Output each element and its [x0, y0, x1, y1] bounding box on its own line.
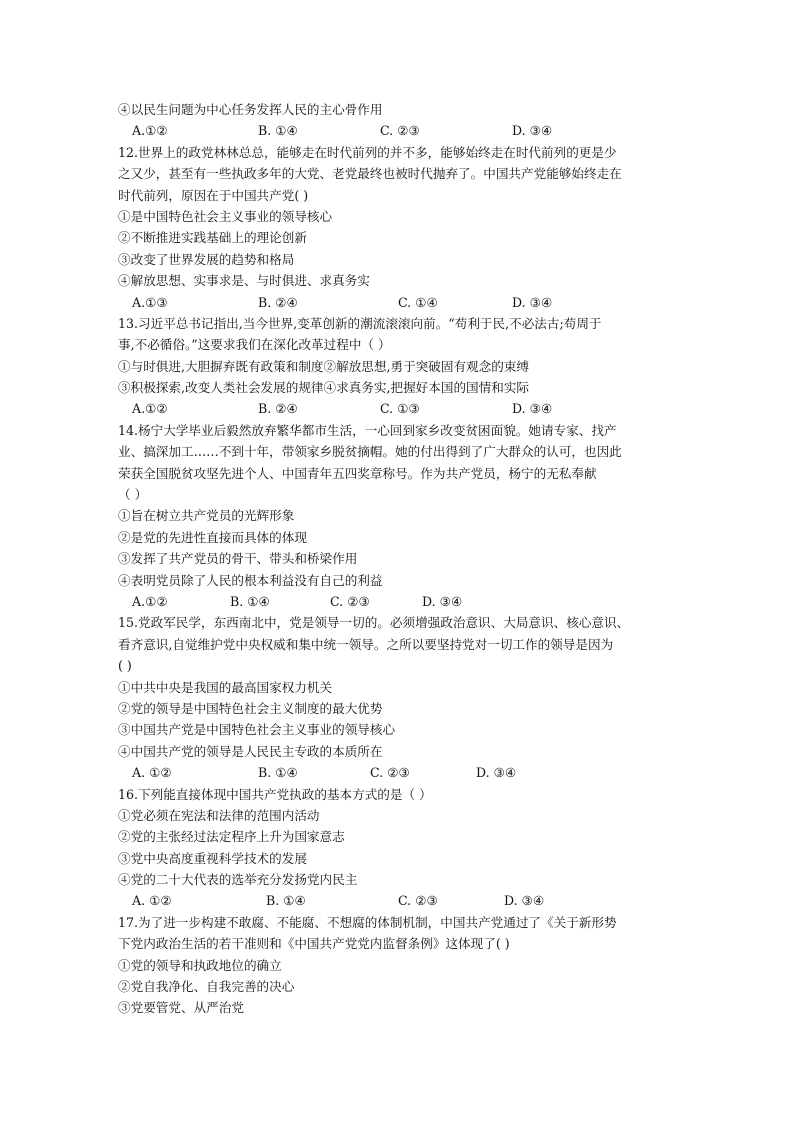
- option-a: A. ①②: [132, 893, 172, 909]
- option-d: D. ③④: [476, 765, 517, 781]
- choice-item: ①中共中央是我国的最高国家权力机关: [118, 679, 333, 695]
- answer-options: [118, 398, 678, 419]
- option-c: C. ②③: [398, 893, 438, 909]
- question-stem: 之又少，甚至有一些执政多年的大党、老党最终也被时代抛弃了。中国共产党能够始终走在: [118, 166, 622, 182]
- question-stem: 下党内政治生活的若干准则和《中国共产党党内监督条例》这体现了( ): [118, 936, 510, 952]
- option-a: A.①②: [132, 593, 168, 609]
- option-b: B. ②④: [258, 294, 298, 310]
- choice-item: ②党的主张经过法定程序上升为国家意志: [118, 829, 345, 845]
- choice-item: ①与时俱进,大胆摒弃既有政策和制度②解放思想,勇于突破固有观念的束缚: [118, 358, 530, 374]
- question-16: [118, 784, 678, 912]
- question-stem: （ ）: [118, 487, 148, 503]
- choice-item: ④中国共产党的领导是人民民主专政的本质所在: [118, 743, 383, 759]
- choice-item: ③积极探索,改变人类社会发展的规律④求真务实,把握好本国的国情和实际: [118, 380, 530, 396]
- choice-item: ④党的二十大代表的选举充分发扬党内民主: [118, 872, 358, 888]
- option-d: D. ③④: [512, 294, 553, 310]
- choice-item: ①党必须在宪法和法律的范围内活动: [118, 807, 320, 823]
- choice-item: ④表明党员除了人民的根本利益没有自己的利益: [118, 572, 383, 588]
- question-stem: 看齐意识,自觉维护党中央权威和集中统一领导。之所以要坚持党对一切工作的领导是因为: [118, 636, 614, 652]
- option-c: C. ②③: [370, 765, 410, 781]
- option-d: D. ③④: [512, 401, 553, 417]
- question-stem: 14.杨宁大学毕业后毅然放弃繁华都市生活，一心回到家乡改变贫困面貌。她请专家、找产: [118, 422, 617, 438]
- option-b: B. ①④: [266, 893, 306, 909]
- answer-options: [118, 292, 678, 313]
- choice-item: ③改变了世界发展的趋势和格局: [118, 251, 295, 267]
- choice-item: ①是中国特色社会主义事业的领导核心: [118, 208, 333, 224]
- page-content: [118, 99, 678, 1019]
- choice-item: ②不断推进实践基础上的理论创新: [118, 230, 307, 246]
- choice-item: ③党中央高度重视科学技术的发展: [118, 850, 307, 866]
- choice-item: ①旨在树立共产党员的光辉形象: [118, 508, 295, 524]
- question-stem: 事,不必循俗。”这要求我们在深化改革过程中（ ）: [118, 337, 391, 353]
- choice-item: ②是党的先进性直接而具体的体现: [118, 529, 307, 545]
- option-c: C. ②③: [380, 123, 420, 139]
- options-q11: [118, 120, 678, 141]
- question-stem: 13.习近平总书记指出,当今世界,变革创新的潮流滚滚向前。“苟利于民,不必法古;苟周于: [118, 315, 602, 331]
- option-b: B. ①④: [258, 123, 298, 139]
- question-stem: 荣获全国脱贫攻坚先进个人、中国青年五四奖章称号。作为共产党员，杨宁的无私奉献: [118, 465, 597, 481]
- answer-options: [118, 762, 678, 783]
- option-a: A. ①②: [132, 765, 172, 781]
- question-stem: 时代前列，原因在于中国共产党( ): [118, 187, 309, 203]
- option-a: A.①②: [132, 123, 168, 139]
- answer-options: [118, 591, 678, 612]
- option-c: C. ①④: [398, 294, 438, 310]
- choice-item: ②党的领导是中国特色社会主义制度的最大优势: [118, 700, 383, 716]
- question-stem: 16.下列能直接体现中国共产党执政的基本方式的是（ ）: [118, 786, 432, 802]
- option-a: A.①③: [132, 294, 168, 310]
- question-stem: 业、搞深加工……不到十年，带领家乡脱贫摘帽。她的付出得到了广大群众的认可，也因此: [118, 444, 622, 460]
- option-b: B. ①④: [258, 765, 298, 781]
- item-q11-4: ④以民生问题为中心任务发挥人民的主心骨作用: [118, 102, 383, 117]
- question-stem: ( ): [118, 658, 132, 674]
- choice-item: ①党的领导和执政地位的确立: [118, 957, 282, 973]
- question-stem: 12.世界上的政党林林总总，能够走在时代前列的并不多，能够始终走在时代前列的更是少: [118, 144, 617, 160]
- option-c: C. ①③: [380, 401, 420, 417]
- choice-item: ③党要管党、从严治党: [118, 1000, 244, 1016]
- question-12: [118, 142, 678, 313]
- question-15: [118, 612, 678, 783]
- option-d: D. ③④: [422, 593, 463, 609]
- choice-item: ③发挥了共产党员的骨干、带头和桥梁作用: [118, 551, 358, 567]
- question-stem: 17.为了进一步构建不敢腐、不能腐、不想腐的体制机制，中国共产党通过了《关于新形势: [118, 914, 617, 930]
- option-b: B. ②④: [258, 401, 298, 417]
- option-d: D. ③④: [512, 123, 553, 139]
- question-14: [118, 420, 678, 613]
- answer-options: [118, 890, 678, 911]
- question-13: [118, 313, 678, 420]
- option-b: B. ①④: [230, 593, 270, 609]
- option-d: D. ③④: [504, 893, 545, 909]
- option-a: A.①②: [132, 401, 168, 417]
- choice-item: ②党自我净化、自我完善的决心: [118, 979, 295, 995]
- option-c: C. ②③: [330, 593, 370, 609]
- choice-item: ③中国共产党是中国特色社会主义事业的领导核心: [118, 722, 396, 738]
- question-17: [118, 912, 678, 1019]
- choice-item: ④解放思想、实事求是、与时俱进、求真务实: [118, 273, 370, 289]
- question-stem: 15.党政军民学，东西南北中，党是领导一切的。必须增强政治意识、大局意识、核心意识、: [118, 615, 630, 631]
